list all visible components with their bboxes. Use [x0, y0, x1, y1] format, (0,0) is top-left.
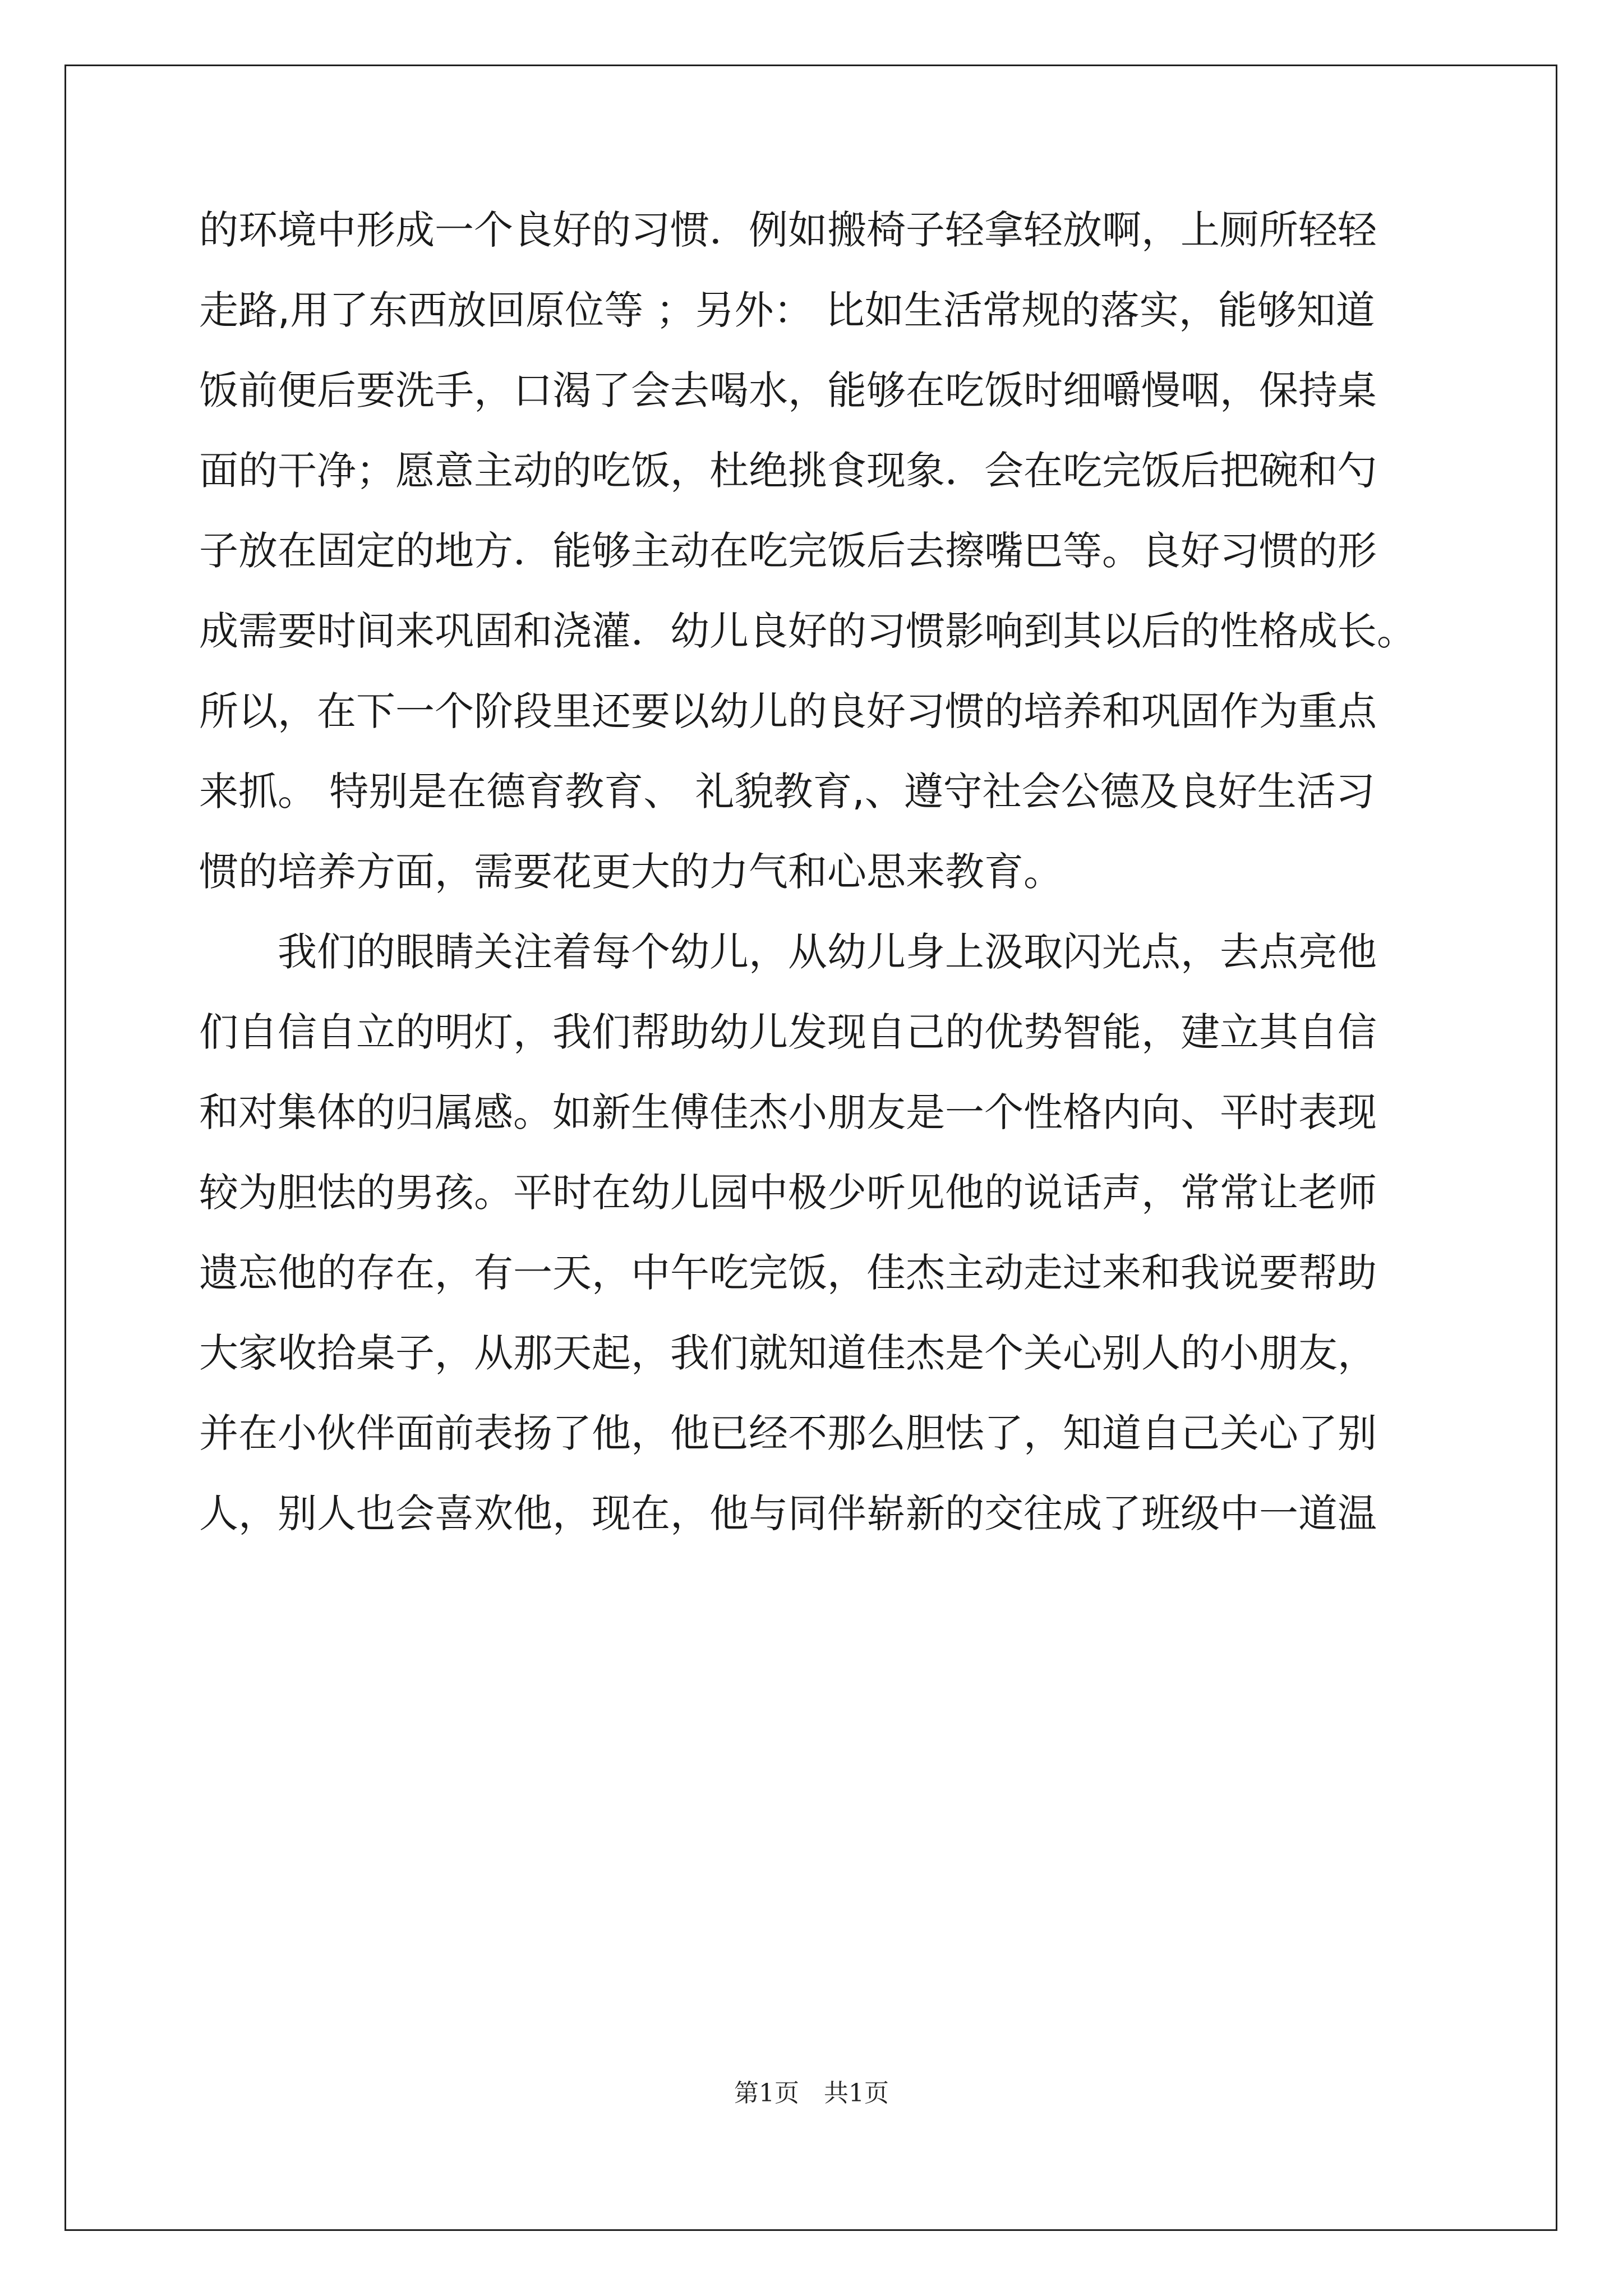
text-line: 来抓。 特别是在德育教育、 礼貌教育,、遵守社会公德及良好生活习	[199, 769, 1375, 815]
text-line: 较为胆怯的男孩。平时在幼儿园中极少听见他的说话声，常常让老师	[199, 1170, 1377, 1216]
page-number-footer: 第1页 共1页	[734, 2079, 889, 2108]
text-line: 所以，在下一个阶段里还要以幼儿的良好习惯的培养和巩固作为重点	[199, 688, 1377, 734]
text-line: 们自信自立的明灯，我们帮助幼儿发现自己的优势智能，建立其自信	[199, 1009, 1377, 1055]
text-line: 我们的眼睛关注着每个幼儿，从幼儿身上汲取闪光点，去点亮他	[199, 929, 1377, 975]
text-line: 并在小伙伴面前表扬了他，他已经不那么胆怯了，知道自己关心了别	[199, 1410, 1377, 1456]
text-line: 面的干净；愿意主动的吃饭，杜绝挑食现象．会在吃完饭后把碗和勺	[199, 448, 1377, 494]
text-line: 人，别人也会喜欢他，现在，他与同伴崭新的交往成了班级中一道温	[199, 1490, 1377, 1536]
text-line: 惯的培养方面，需要花更大的力气和心思来教育。	[199, 849, 1063, 895]
text-line: 走路,用了东西放回原位等 ；另外： 比如生活常规的落实，能够知道	[199, 287, 1375, 333]
text-line: 子放在固定的地方．能够主动在吃完饭后去擦嘴巴等。良好习惯的形	[199, 528, 1377, 574]
text-line: 成需要时间来巩固和浇灌．幼儿良好的习惯影响到其以后的性格成长。	[199, 608, 1416, 654]
text-line: 和对集体的归属感。如新生傅佳杰小朋友是一个性格内向、平时表现	[199, 1089, 1377, 1135]
text-line: 遗忘他的存在，有一天，中午吃完饭，佳杰主动走过来和我说要帮助	[199, 1250, 1377, 1296]
text-line: 大家收拾桌子，从那天起，我们就知道佳杰是个关心别人的小朋友，	[199, 1330, 1377, 1376]
text-line: 饭前便后要洗手，口渴了会去喝水，能够在吃饭时细嚼慢咽，保持桌	[199, 367, 1377, 413]
text-line: 的环境中形成一个良好的习惯．例如搬椅子轻拿轻放啊，上厕所轻轻	[199, 207, 1377, 253]
